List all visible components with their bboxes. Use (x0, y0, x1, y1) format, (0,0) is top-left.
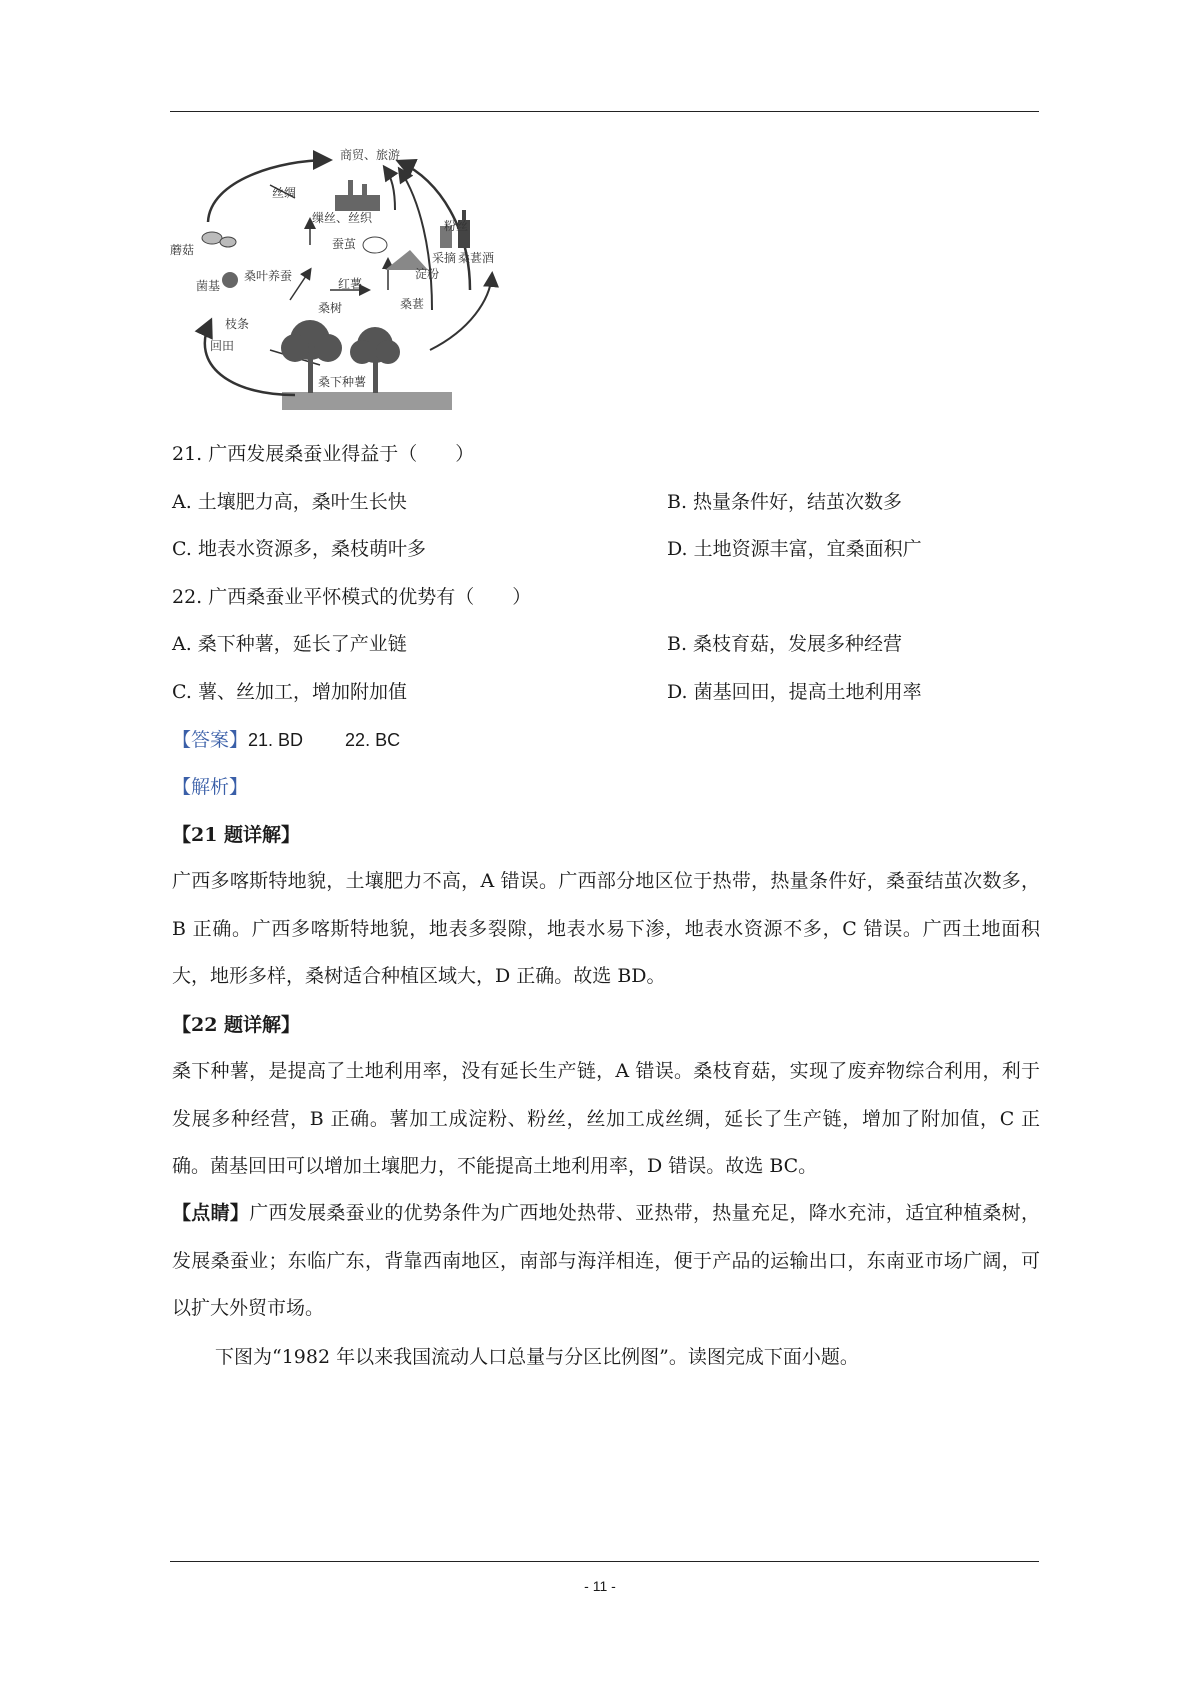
question-22-option-d: D. 菌基回田，提高土地利用率 (667, 681, 922, 703)
answer-line (172, 728, 400, 752)
label-picking: 采摘 (432, 251, 457, 265)
label-mulberry-fruit: 桑葚 (400, 297, 425, 311)
detail-22-text: 桑下种薯，是提高了土地利用率，没有延长生产链，A 错误。桑枝育菇，实现了废弃物综合利用，利于发展多种经营，B 正确。薯加工成淀粉、粉丝，丝加工成丝绸，延长了生产链，增加了附加值，C 正确。菌基回田可以增加土壤肥力，不能提高土地利用率，D 错误。故选 BC。 (172, 1060, 1040, 1177)
detail-21-text: 广西多喀斯特地貌，土壤肥力不高，A 错误。广西部分地区位于热带，热量条件好，桑蚕结茧次数多，B 正确。广西多喀斯特地貌，地表多裂隙，地表水易下渗，地表水资源不多，C 错误。广西土地面积大，地形多样，桑树适合种植区域大，D 正确。故选 BD。 (172, 870, 1040, 987)
answer-tag: 【答案】 (172, 729, 249, 751)
question-22-option-b: B. 桑枝育菇，发展多种经营 (667, 633, 903, 655)
label-cocoon: 蚕茧 (332, 237, 357, 251)
page-number: - 11 - (584, 1578, 616, 1594)
next-question-intro: 下图为“1982 年以来我国流动人口总量与分区比例图”。读图完成下面小题。 (215, 1346, 859, 1368)
label-sweet-potato: 红薯 (338, 277, 363, 291)
question-22-stem: 22. 广西桑蚕业平怀模式的优势有（ ） (172, 586, 532, 608)
label-vermicelli: 粉丝 (444, 219, 469, 233)
label-mushroom: 蘑菇 (170, 243, 195, 257)
label-substrate: 菌基 (196, 279, 221, 293)
comment-text: 广西发展桑蚕业的优势条件为广西地处热带、亚热带，热量充足，降水充沛，适宜种植桑树，发展桑蚕业；东临广东，背靠西南地区，南部与海洋相连，便于产品的运输出口，东南亚市场广阔，可以扩大外贸市场。 (172, 1202, 1040, 1319)
question-21-option-a: A. 土壤肥力高，桑叶生长快 (172, 491, 407, 513)
cocoon-icon (363, 237, 387, 253)
question-21-option-c: C. 地表水资源多，桑枝萌叶多 (172, 538, 426, 560)
label-branches: 枝条 (225, 317, 250, 331)
question-21-stem: 21. 广西发展桑蚕业得益于（ ） (172, 443, 475, 465)
label-mulberry-tree: 桑树 (318, 301, 343, 315)
analysis-tag: 【解析】 (172, 776, 249, 798)
label-trade-tourism: 商贸、旅游 (340, 148, 401, 162)
ground-strip (282, 392, 452, 410)
answer-21: 21. BD (248, 730, 304, 750)
question-22-option-c: C. 薯、丝加工，增加附加值 (172, 681, 407, 703)
detail-21-title: 【21 题详解】 (172, 824, 301, 846)
footer-rule (170, 1561, 1039, 1562)
label-mulberry-wine: 桑葚酒 (458, 251, 495, 265)
mushroom-icon (202, 232, 236, 247)
label-silk: 丝绸 (272, 186, 297, 200)
answer-22: 22. BC (345, 730, 401, 750)
label-intercrop: 桑下种薯 (318, 375, 367, 389)
label-return-field: 回田 (210, 339, 235, 353)
label-silkworm: 桑叶养蚕 (244, 269, 293, 283)
question-21-option-b: B. 热量条件好，结茧次数多 (667, 491, 903, 513)
comment-paragraph (172, 1190, 1040, 1333)
question-22-option-a: A. 桑下种薯，延长了产业链 (172, 633, 407, 655)
detail-22-title: 【22 题详解】 (172, 1014, 301, 1036)
header-rule (170, 111, 1039, 112)
substrate-icon (222, 272, 238, 288)
mulberry-industry-diagram (170, 148, 495, 418)
question-21-option-d: D. 土地资源丰富，宜桑面积广 (667, 538, 922, 560)
label-reeling: 缫丝、丝织 (312, 211, 373, 225)
factory-icon (335, 180, 380, 211)
comment-tag: 【点睛】 (172, 1202, 250, 1224)
label-starch: 淀粉 (415, 267, 440, 281)
